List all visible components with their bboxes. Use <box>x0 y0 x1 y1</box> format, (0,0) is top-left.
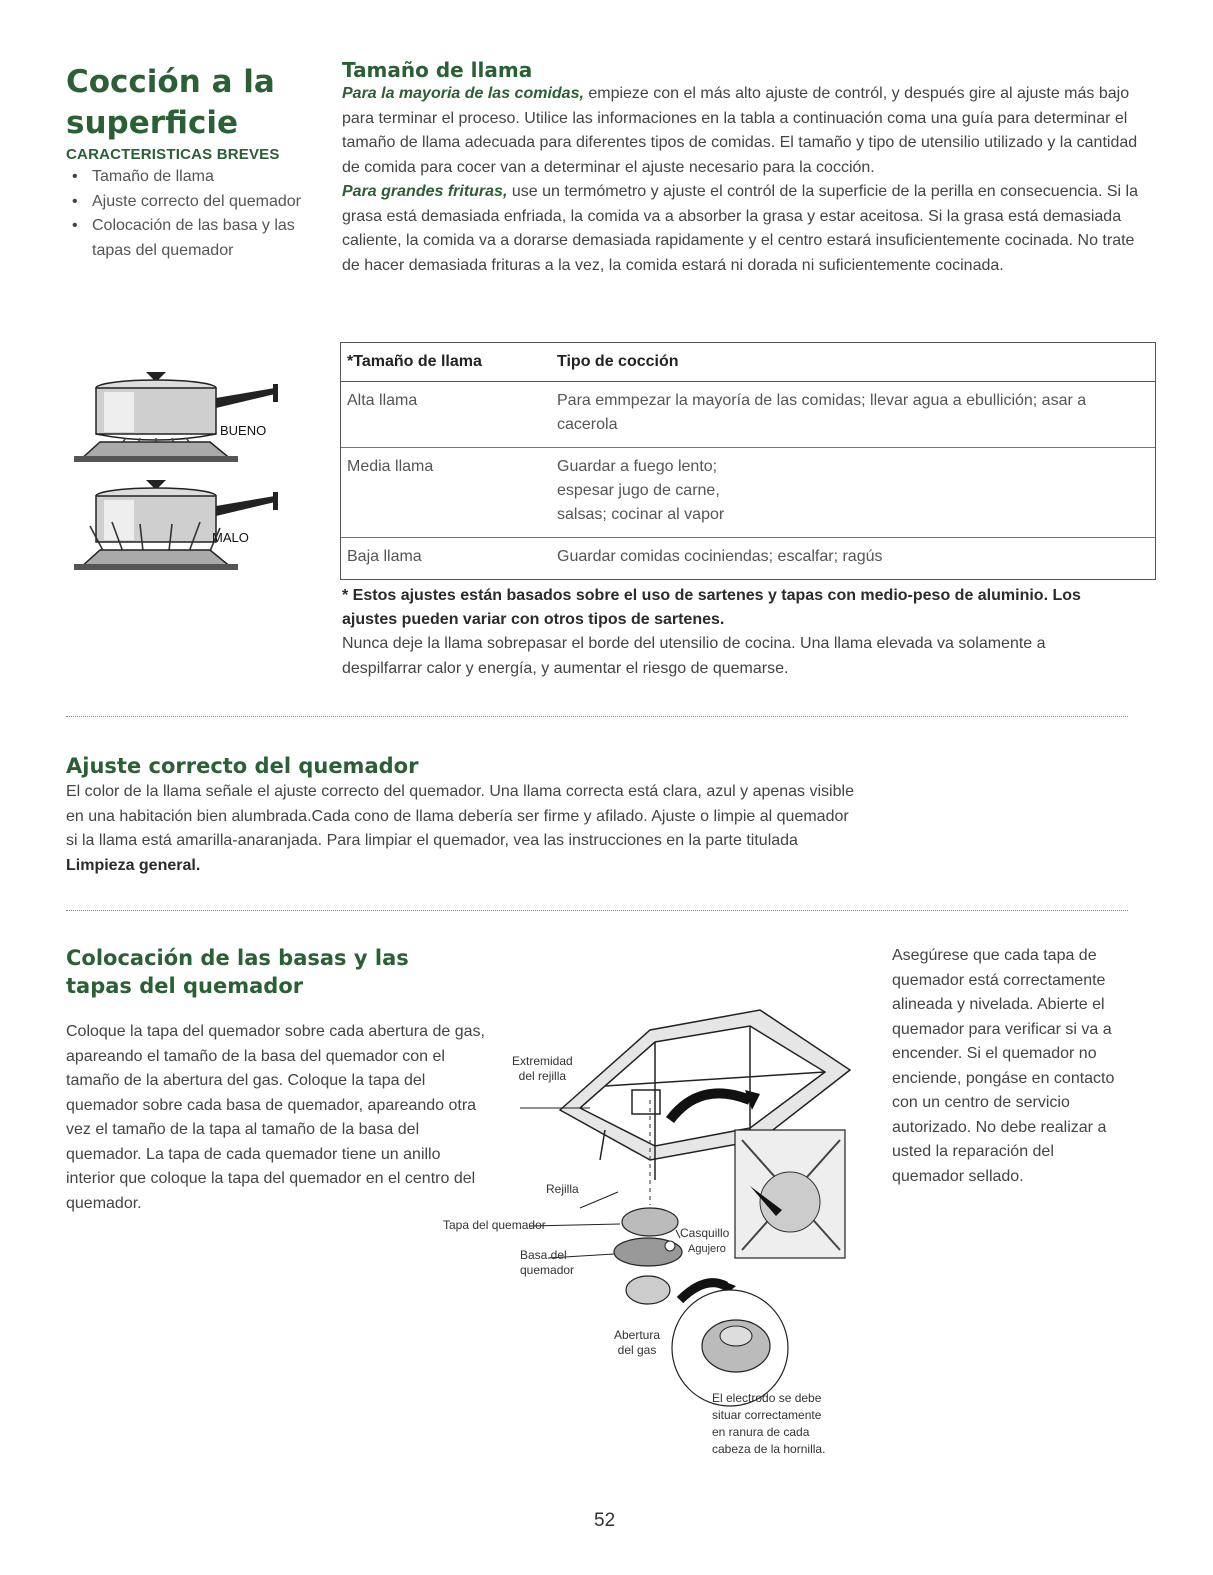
label-burner-base <box>520 1248 574 1278</box>
good-pan-icon <box>74 372 278 462</box>
table-note-text: Nunca deje la llama sobrepasar el borde del utensilio de cocina. Una llama elevada va solamente a despilfarrar calor y energía, y aumentar el riesgo de quemarse. <box>342 635 1046 677</box>
flame-size-section <box>342 58 1148 278</box>
bad-pan-icon <box>74 480 278 570</box>
gas-opening-icon <box>626 1276 670 1304</box>
cap-placement-text: Coloque la tapa del quemador sobre cada abertura de gas, apareando el tamaño de la basa del quemador con el tamaño de la abertura del gas. Coloque la tapa del quemador sobre cada basa de quemador, apareando otra vez el tamaño de la tapa al tamaño de la basa del quemador. La tapa de cada quemador tiene un anillo interior que coloque la tapa del quemador en el centro del quemador. <box>66 1023 485 1212</box>
table-row <box>341 382 1155 448</box>
table-row <box>341 538 1155 580</box>
flame-table-header-size: *Tamaño de llama <box>341 343 551 382</box>
table-note <box>342 584 1122 681</box>
flame-table-header-row <box>341 343 1155 382</box>
flame-size-heading: Tamaño de llama <box>342 58 533 82</box>
flame-size-lead-1: Para la mayoria de las comidas, <box>342 85 584 102</box>
label-electrode-line: en ranura de cada <box>712 1425 810 1439</box>
page-title-line-2: superficie <box>66 105 239 141</box>
divider-1 <box>66 716 1128 717</box>
cleaning-reference: Limpieza general. <box>66 856 201 874</box>
divider-2 <box>66 910 1128 911</box>
cooking-type-cell: Guardar comidas cociniendas; escalfar; ragús <box>557 548 883 565</box>
cooking-type-cell: Para emmpezar la mayoría de las comidas; llevar agua a ebullición; asar a cacerola <box>551 382 1155 448</box>
flame-size-cell: Alta llama <box>341 382 551 448</box>
features-heading: CARACTERISTICAS BREVES <box>66 146 280 163</box>
label-gas-opening-line: del gas <box>617 1343 657 1357</box>
pan-flame-illustration <box>60 368 300 578</box>
flame-size-cell: Media llama <box>341 448 551 538</box>
label-grate-end <box>512 1054 573 1084</box>
flame-size-cell: Baja llama <box>347 548 422 565</box>
label-grate-end-line: Extremidad <box>512 1054 573 1068</box>
page-title-line-1: Cocción a la <box>66 64 275 100</box>
page-number: 52 <box>594 1510 616 1531</box>
label-grate-end-line: del rejilla <box>518 1069 567 1083</box>
burner-adjust-heading: Ajuste correcto del quemador <box>66 754 419 778</box>
label-electrode-line: situar correctamente <box>712 1408 822 1422</box>
label-electrode-line: cabeza de la hornilla. <box>712 1442 826 1456</box>
flame-size-lead-2: Para grandes frituras, <box>342 183 508 200</box>
features-list <box>66 165 316 263</box>
flame-table <box>341 343 1155 579</box>
label-agujero: Agujero <box>688 1243 726 1255</box>
label-burner-cap: Tapa del quemador <box>443 1218 546 1232</box>
table-row <box>341 448 1155 538</box>
flame-size-text-1: empieze con el más alto ajuste de contról, y después gire al ajuste más bajo para terminar el proceso. Utilice las informaciones en la tabla a continuación coma una guía para determinar el tamaño de llama adecuada para diferentes tipos de comidas. El tamaño y tipo de utensilio utilizado y la cantidad de comida para cocer van a determinar el ajuste necesario para la cocción. <box>342 85 1138 176</box>
cap-placement-heading: Colocación de las basas y las tapas del quemador <box>66 946 409 998</box>
burner-adjust-body: El color de la llama señale el ajuste correcto del quemador. Una llama correcta está clara, azul y apenas visible en una habitación bien alumbrada.Cada cono de llama debería ser firme y afilado. Ajuste o limpie al quemador si la llama está amarilla-anaranjada. Para limpiar el quemador, vea las instrucciones en la parte titulada <box>66 783 854 849</box>
page-title <box>66 62 275 144</box>
burner-adjust-text <box>66 780 856 878</box>
burner-adjust-section <box>66 752 856 878</box>
label-electrode <box>712 1390 825 1458</box>
features-box <box>66 146 316 263</box>
table-note-bold: * Estos ajustes están basados sobre el uso de sartenes y tapas con medio-peso de aluminio. Los ajustes pueden variar con otros tipos de sartenes. <box>342 587 1081 628</box>
flame-size-paragraph-2 <box>342 180 1148 278</box>
label-burner-base-line: Basa del <box>520 1248 567 1262</box>
label-casquillo: Casquillo <box>680 1226 730 1240</box>
feature-item: • Colocación de las basa y las tapas del quemador <box>66 214 316 263</box>
label-electrode-line: El electrodo se debe <box>712 1391 822 1405</box>
cap-placement-section <box>66 944 486 1216</box>
label-gas-opening <box>614 1328 660 1358</box>
feature-item: • Tamaño de llama <box>66 165 316 190</box>
good-label: BUENO <box>220 423 267 438</box>
cap-placement-side-text: Asegúrese que cada tapa de quemador está correctamente alineada y nivelada. Abierte el quemador para verificar si va a encender. Si el quemador no enciende, pongáse en contacto con un centro de servicio autorizado. No debe realizar a usted la reparación del quemador sellado. <box>892 947 1115 1185</box>
feature-item: • Ajuste correcto del quemador <box>66 190 316 215</box>
label-grate: Rejilla <box>546 1182 579 1196</box>
flame-size-text-2: use un termómetro y ajuste el contról de la superficie de la perilla en consecuencia. Si la grasa está demasiada enfriada, la comida va a absorber la grasa y estar aceitosa. Si la grasa está demasiada caliente, la comida va a dorarse demasiada rapidamente y el centro estará insuficientemente cocinada. No trate de hacer demasiada frituras a la vez, la comida estará ni dorada ni suficientemente cocinada. <box>342 183 1138 274</box>
label-gas-opening-line: Abertura <box>614 1328 661 1342</box>
flame-table-header-type: Tipo de cocción <box>551 343 1155 382</box>
burner-cap-icon <box>622 1208 678 1236</box>
label-burner-base-line: quemador <box>520 1263 575 1277</box>
flame-table-box <box>340 342 1156 580</box>
flame-size-paragraph-1 <box>342 82 1148 180</box>
cooking-type-cell: Guardar a fuego lento; espesar jugo de carne, salsas; cocinar al vapor <box>551 448 1155 538</box>
bad-label: MALO <box>212 530 249 545</box>
